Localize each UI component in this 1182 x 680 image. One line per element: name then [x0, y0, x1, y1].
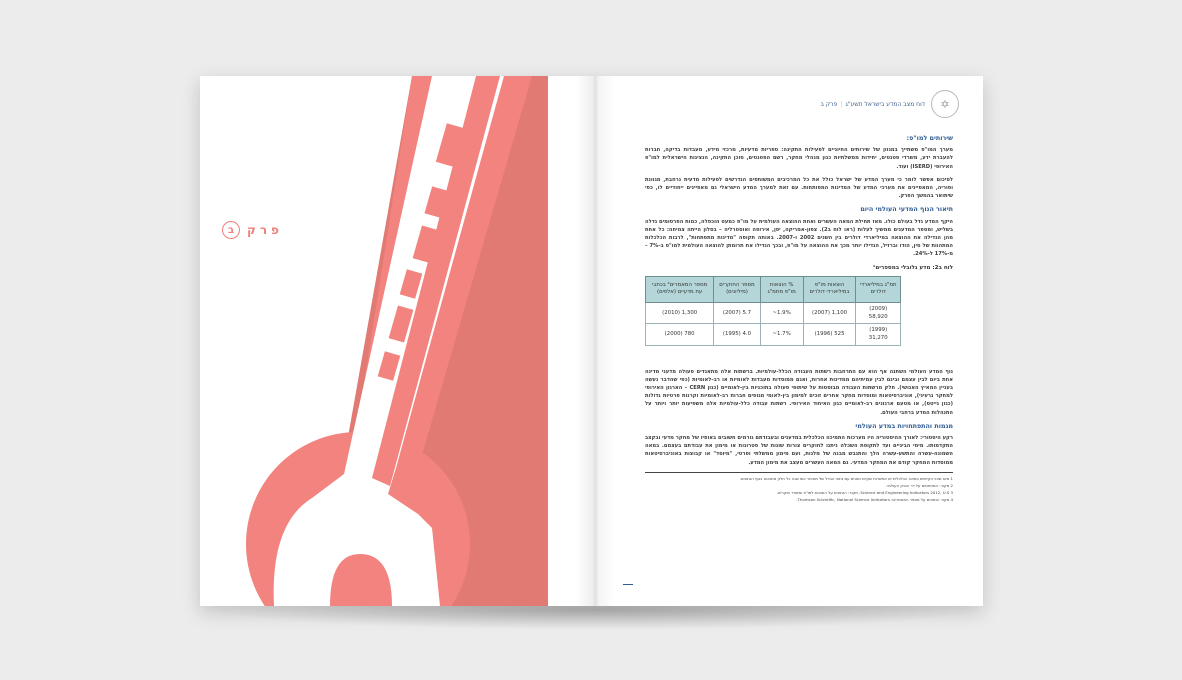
table-cell: (2007) 1,100 — [803, 302, 856, 323]
table-cell: (2009) 58,920 — [856, 302, 901, 323]
table-header-cell: הוצאות מו"פ במיליארדי דולרים — [803, 276, 856, 302]
page-content — [645, 134, 953, 504]
page-number-mark — [623, 584, 633, 585]
table-header-cell: תמ"ג במיליארדי דולרים — [856, 276, 901, 302]
book-spread — [200, 76, 983, 606]
right-page — [593, 76, 983, 606]
footnote: 2 מקור: המתחמים על ידי הבנק העולמי. — [886, 482, 953, 488]
thermometer-illustration — [200, 76, 593, 606]
section-title-trends: מגמות והתפתחויות במדע העולמי — [855, 421, 953, 430]
section-title-global: תיאור הנוף המדעי העולמי היום — [860, 205, 953, 214]
table-cell: (1995) 4.0 — [714, 324, 760, 345]
table-cell: (2000) 780 — [646, 324, 714, 345]
section-title-services: שירותים למו"פ: — [906, 134, 953, 142]
table-header-cell: מספר החוקרים (מיליונים) — [714, 276, 760, 302]
paragraph: נוף המדע העולמי השתנה אף הוא עם התרחבות רשתות העבודה הכלל-עולמיות. ברשתות אלה מתאגדים פעולה מדעני מדינה אחת ביום לבין עצמם ובינם לבין עמיתיהם ממדינות אחרות, ואגם ממוסדות מעבדות לאומיות או רב-לאומיות (כפי שהדבר נעשה בעניין המאיץ האנושי). חלק מרשתות העבודה מבוססות על שיתופי פעולה בתוכניות בין-לאומיים (כגון CERN – הארגון האירופי למחקר גרעיני), אוניברסיטאות ומוסדות מחקר אחרים זוכים למימון בין-לאומי מגופים חברות רב-לאומיות וקרנות פרטיות גדולות (כגון גייטס), או מטעם ארגונים רב-לאומיים כגון האיחוד האירופי. רשתות עבודה כלל-עולמיות אלה משפיעות יותר ויותר על התנהלות המדע ברחבי העולם. — [645, 368, 953, 416]
paragraph: היקף המדע גדל בעולם כולו. מאז תחילת המאה העשרים ואחת ההוצאה העולמית על מו"פ כמעט הוכפלה, כמות הפרסומים גדלה בשליש, ומספר המדענים ממשיך לעלות (ראו לוח ב2). צפון-אמריקה, יפן, אירופה ואוסטרליה – בסלון הייתה צמיחה: כל אחת מהן הגדילה את ההוצאה במיליארדי דולרים בין השנים 2002 ו-2007. באותה תקופה "מדינות מתפתחות", לרבות הכלכלות המתהוות של סין, הודו וברזיל, הגדילו יותר מכך את ההוצאה על מו"פ, ובכך הגדילו את תרומתן להוצאה העולמית למו"פ ב-7% – מ-17% ל-24%. — [645, 218, 954, 258]
footnote: 1 מאז שינוי הקיימים במאה הכלכלית יש אפשרות שקיים נתונים עם נתוני הבדל של מאוחר כמו שנה כל חלק מתבטא בגוף הנתונים. — [739, 475, 953, 481]
left-page — [200, 76, 593, 606]
table-cell: (1996) 525 — [803, 324, 856, 345]
table-cell: (1999) 31,270 — [856, 324, 901, 345]
global-science-table — [645, 276, 901, 346]
table-row — [646, 302, 901, 323]
chapter-letter-badge — [222, 221, 240, 239]
header-chapter: פרק ב — [820, 100, 838, 108]
footnotes — [645, 472, 953, 503]
chapter-label: פרק — [247, 223, 283, 237]
paragraph: מערך המו"פ משתייך במגוון של שירותים החיוניים לפעילות התקינה: ספריות מדעיות, מרכזי מידע, מעבדות בדיקה, חברות להעברת ידע, משרדי פטנטים, יחידות ממשלתיות כגון מנהלי מחקר, רשם הפטנטים, סוכן התקינה, הנציגות הישראלית למו"פ האירופי (ISERD) ועוד. — [645, 147, 953, 170]
header-title: דוח מצב המדע בישראל תשע"ג — [845, 100, 925, 108]
footnote: 4 מקור הנתונים על מספר המאמרים: Thomson Scientific, National Science Indicators. — [796, 496, 953, 502]
footnote: 3 Science and Engineering Indicators 2012, U.S. מקור: הנתונים על הוצאות למו"פ ומספר חוקרים. — [776, 489, 953, 495]
paragraph: רקע היסטורי: לאורך ההיסטוריה היו מערכות התמיכה הכלכלית במדענים ובעבודתם גורמים חשובים באופיו של מחקר מדעי ובקצב התקדמותו. מימי הביניים ועד לתקופת השכלה ניתנו לחוקרים צורות שונות של פטרונות או מימון את עבודתם בעצמם. במאה השמונה-עשרה והתשע-עשרה הלך והתגבש מבנה של מלגות, ועם מימון ממשלתי ופרטי, "מיוסד" או קבוצות באוניברסיטאות ממוסדות המחקר קודם את המחקר המדעי. גם המאה העשרים מעצב את מימון המדע. — [645, 435, 953, 466]
table-cell: ~1.9% — [760, 302, 803, 323]
table-header-cell: % הוצאות מו"פ מתמ"ג — [760, 276, 803, 302]
paragraph: לסיכום אפשר לומר כי מערך המדע של ישראל כולל את כל המרכיבים המשותפים הנדרשים לפעילות מדעית נרחבת, מגוונת ופוריה, המאפיינים את מערכי המדע של המדינות המפותחות. עם זאת למערך המדע הישראלי גם מאפיינים ייחודיים לו, כפי שיתואר בהמשך הפרק. — [645, 176, 953, 200]
page-header — [821, 90, 959, 118]
table-title: לוח ב2: מדע גלובלי במספרים¹ — [872, 264, 953, 271]
chapter-letter: ב — [227, 224, 235, 236]
menorah-seal-icon: ✡ — [931, 90, 959, 118]
header-text: דוח מצב המדע בישראל תשע"ג|פרק ב — [820, 100, 925, 108]
table-cell: (2010) 1,300 — [646, 302, 714, 323]
table-cell: ~1.7% — [760, 324, 803, 345]
table-header-row — [646, 276, 901, 302]
chapter-marker — [222, 221, 283, 239]
table-header-cell: מספר המאמרים² בכתבי עת מדעיים (אלפים) — [646, 276, 714, 302]
table-row — [646, 324, 901, 345]
table-cell: (2007) 5.7 — [714, 302, 760, 323]
